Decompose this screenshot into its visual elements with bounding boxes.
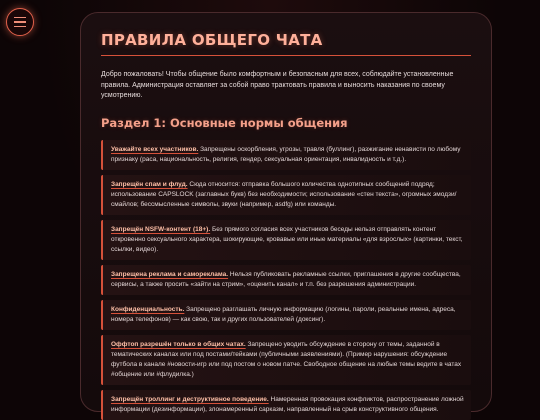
rule-heading: Запрещена реклама и самореклама.: [111, 270, 229, 278]
rule-text: Запрещено уводить обсуждение в сторону от темы, заданной в тематических каналах или под постами/тейками (публичными заявлениями). (Пример нарушения: обсуждение футбола в канале #новости-игр или под постом о новом патче. Свободное общение на любые темы ведите в чатах #общение или #флудилка.): [111, 340, 462, 378]
rule-heading: Запрещён NSFW-контент (18+).: [111, 225, 211, 233]
page-title: ПРАВИЛА ОБЩЕГО ЧАТА: [101, 31, 471, 56]
rule-item: [101, 390, 471, 420]
rule-text: Сюда относится: отправка большого количества однотипных сообщений подряд; использование CAPSLOCK (заглавных букв) без необходимости; использование «стен текста», огромных эмодзи/смайлов; бессмысленные символы, звуки (например, asdfg) или команды.: [111, 180, 457, 208]
rule-heading: Уважайте всех участников.: [111, 145, 199, 153]
menu-icon-bar: [14, 21, 26, 23]
menu-button[interactable]: [6, 8, 34, 36]
menu-icon-bar: [14, 26, 26, 28]
rule-text: Запрещено разглашать личную информацию (логины, пароли, реальные имена, адреса, номера телефонов) — как свою, так и других пользователей (доксинг).: [111, 305, 456, 323]
rule-heading: Оффтоп разрешён только в общих чатах.: [111, 340, 246, 348]
rule-item: [101, 335, 471, 385]
rules-card: [80, 12, 492, 412]
rule-text: Намеренная провокация конфликтов, распространение ложной информации (дезинформации), злонамеренный сарказм, направленный на срыв конструктивного общения.: [111, 395, 464, 413]
rule-item: [101, 220, 471, 260]
rule-item: [101, 175, 471, 215]
rule-heading: Запрещён троллинг и деструктивное поведение.: [111, 395, 269, 403]
rule-heading: Конфиденциальность.: [111, 305, 185, 313]
rules-list: [101, 140, 471, 420]
rule-text: Без прямого согласия всех участников беседы нельзя отправлять контент откровенно сексуального характера, шокирующие, кровавые или иные материалы «для взрослых» (картинки, текст, ссылки, видео).: [111, 225, 463, 253]
rule-text: Нельзя публиковать рекламные ссылки, приглашения в другие сообщества, сервисы, а также просить «зайти на стрим», «оценить канал» и т.п. без разрешения администрации.: [111, 270, 461, 288]
intro-text: Добро пожаловать! Чтобы общение было комфортным и безопасным для всех, соблюдайте установленные правила. Администрация оставляет за собой право трактовать правила и выносить наказания по своему усмотрению.: [101, 71, 454, 99]
rule-item: [101, 300, 471, 330]
rule-item: [101, 265, 471, 295]
rule-text: Запрещены оскорбления, угрозы, травля (буллинг), разжигание ненависти по любому признаку (раса, национальность, религия, гендер, сексуальная ориентация, инвалидность и т.д.).: [111, 145, 461, 163]
rule-heading: Запрещён спам и флуд.: [111, 180, 188, 188]
section-title: Раздел 1: Основные нормы общения: [101, 115, 348, 130]
menu-icon: [14, 17, 26, 19]
rule-item: [101, 140, 471, 170]
